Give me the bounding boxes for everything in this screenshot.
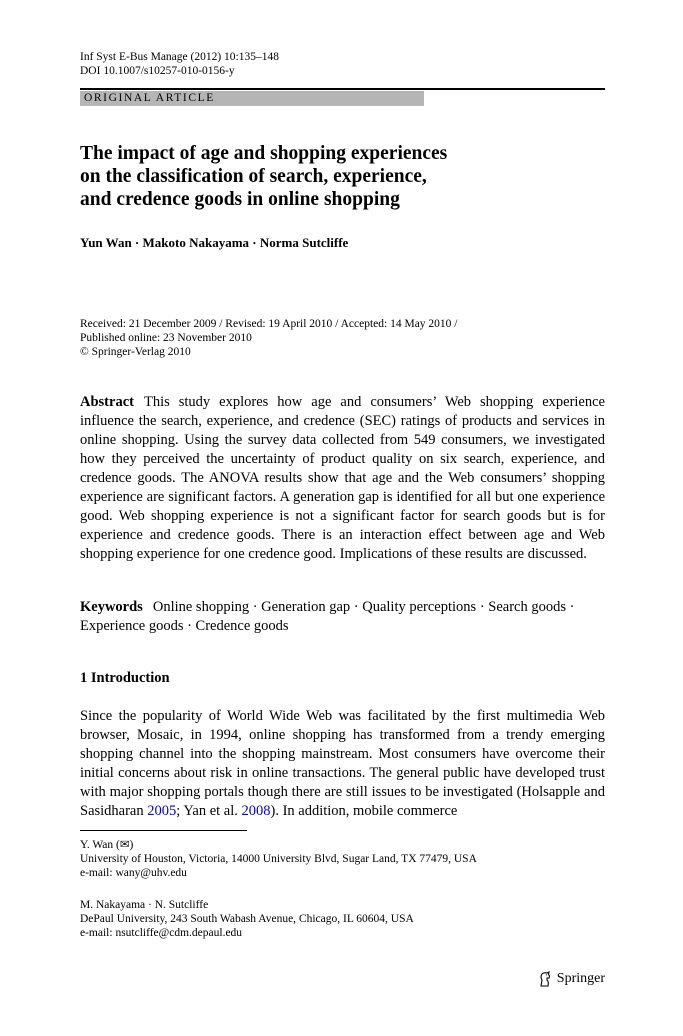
intro-text-start: Since the popularity of World Wide Web was facilitated by the first multimedia Web browser, Mosaic, in 1994, online shopping has transformed from a trendy emerging shopping channel into the shopping mainstream. Most consumers have overcome their initial concerns about risk in online transactions. The general public have developed trust with major shopping portals though there are still issues to be investigated (Holsapple and Sasidharan — [80, 708, 605, 819]
footnote-affiliation: DePaul University, 243 South Wabash Avenue, Chicago, IL 60604, USA — [80, 913, 414, 925]
publication-history — [80, 317, 458, 359]
paper-title — [80, 142, 540, 211]
title-line: on the classification of search, experience, — [80, 166, 427, 187]
title-line: and credence goods in online shopping — [80, 189, 400, 210]
keywords — [80, 598, 605, 636]
history-published: Published online: 23 November 2010 — [80, 332, 252, 344]
section-heading: 1 Introduction — [80, 670, 170, 686]
citation-link[interactable]: 2008 — [241, 803, 271, 819]
journal-reference: Inf Syst E-Bus Manage (2012) 10:135–148 — [80, 51, 279, 63]
abstract-label: Abstract — [80, 394, 134, 410]
footnote-name: Y. Wan (✉) — [80, 839, 134, 851]
intro-text-mid: ; Yan et al. — [176, 803, 242, 819]
publisher-name: Springer — [556, 971, 605, 986]
abstract — [80, 393, 605, 564]
keywords-text: Online shopping · Generation gap · Quality perceptions · Search goods · Experience goods · Credence goods — [80, 599, 575, 634]
history-received: Received: 21 December 2009 / Revised: 19 April 2010 / Accepted: 14 May 2010 / — [80, 318, 458, 330]
footnote-email[interactable]: e-mail: wany@uhv.edu — [80, 867, 187, 879]
footnote-authors2 — [80, 898, 414, 940]
footnote-rule — [80, 830, 247, 831]
intro-text-end: ). In addition, mobile commerce — [270, 803, 458, 819]
footnote-email[interactable]: e-mail: nsutcliffe@cdm.depaul.edu — [80, 927, 243, 939]
abstract-text: This study explores how age and consumers’ Web shopping experience influence the search, experience, and credence (SEC) ratings of products and services in online shopping. Using the survey data collected from 549 consumers, we investigated how they perceived the uncertainty of product quality on six search, experience, and credence goods. The ANOVA results show that age and the Web consumers’ shopping experience are significant factors. A generation gap is identified for all but one experience good. Web shopping experience is not a significant factor for search goods but is for experience and credence goods. There is an interaction effect between age and Web shopping experience for one credence good. Implications of these results are discussed. — [80, 394, 605, 562]
doi: DOI 10.1007/s10257-010-0156-y — [80, 65, 235, 77]
article-type-banner: ORIGINAL ARTICLE — [80, 91, 424, 106]
introduction-paragraph — [80, 707, 605, 821]
history-copyright: © Springer-Verlag 2010 — [80, 346, 191, 358]
header-rule — [80, 88, 605, 90]
title-line: The impact of age and shopping experiences — [80, 143, 448, 164]
footnote-affiliation: University of Houston, Victoria, 14000 University Blvd, Sugar Land, TX 77479, USA — [80, 853, 477, 865]
footnote-name: M. Nakayama · N. Sutcliffe — [80, 899, 209, 911]
footnote-author1 — [80, 838, 477, 880]
keywords-label: Keywords — [80, 599, 143, 615]
publisher-logo — [537, 971, 605, 987]
citation-link[interactable]: 2005 — [147, 803, 177, 819]
author-list: Yun Wan · Makoto Nakayama · Norma Sutcliffe — [80, 235, 349, 250]
springer-horse-icon — [537, 971, 553, 987]
